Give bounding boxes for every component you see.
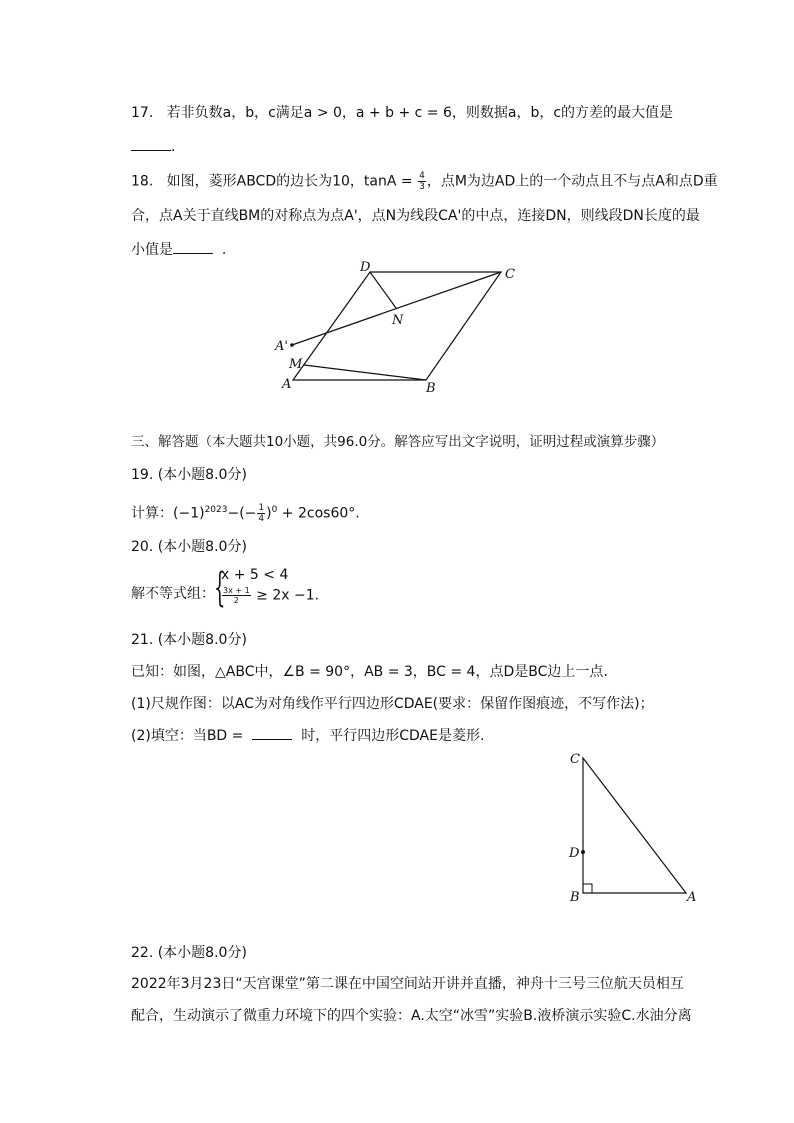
q21-part2-a: (2)填空：当BD = <box>131 728 244 744</box>
q20-ineq1-text: x + 5 < 4 <box>221 567 289 583</box>
q22-line2 <box>131 1006 692 1026</box>
segment-a-prime-c <box>292 272 501 345</box>
q22-line1-text: 2022年3月23日“天宫课堂”第二课在中国空间站开讲并直播，神舟十三号三位航天员相互 <box>131 976 684 992</box>
q17-text: 若非负数a，b，c满足a > 0，a + b + c = 6，则数据a，b，c的方差的最大值是 <box>166 105 674 121</box>
q20-prefix-line <box>131 584 215 604</box>
q17-line <box>131 103 673 123</box>
q17-tail: . <box>171 139 176 155</box>
q18-number: 18. <box>131 173 154 190</box>
q19-prefix: 计算：(−1) <box>131 505 205 522</box>
q20-system-brace: { <box>214 565 226 611</box>
q19-close: ) <box>266 505 272 522</box>
q21-part1 <box>131 694 654 714</box>
point-d <box>581 850 585 854</box>
label-c: C <box>570 752 580 767</box>
q22-header-text: 22. (本小题8.0分) <box>131 945 247 961</box>
q21-triangle-figure <box>560 748 710 908</box>
q17-answer-line <box>131 136 175 157</box>
q20-header <box>131 537 247 557</box>
label-b: B <box>426 381 436 396</box>
q22-header <box>131 943 247 963</box>
q19-header-text: 19. (本小题8.0分) <box>131 467 247 483</box>
q18-tan-num: 4 <box>419 171 425 181</box>
q17-answer-blank[interactable] <box>131 136 171 151</box>
q20-inequality-2 <box>221 586 319 605</box>
q19-mid: −(− <box>227 505 257 522</box>
q21-part2-b: 时，平行四边形CDAE是菱形. <box>301 728 485 744</box>
right-angle-mark <box>583 884 592 893</box>
q18-line2 <box>131 206 700 226</box>
q21-header-text: 21. (本小题8.0分) <box>131 632 247 648</box>
q18-line1 <box>131 171 718 192</box>
q20-header-text: 20. (本小题8.0分) <box>131 539 247 555</box>
q19-suffix: + 2cos60°. <box>277 505 360 522</box>
point-a-prime <box>290 343 294 347</box>
q17-number: 17. <box>131 105 154 121</box>
q20-prefix: 解不等式组： <box>131 586 215 602</box>
label-b: B <box>570 890 580 905</box>
q22-line2-text: 配合，生动演示了微重力环境下的四个实验：A.太空“冰雪”实验B.液桥演示实验C.水油分离 <box>131 1008 692 1024</box>
label-a: A <box>282 377 292 392</box>
q20-frac-num: 3x + 1 <box>223 586 250 595</box>
q18-rhombus-figure <box>270 258 530 398</box>
label-c: C <box>505 267 515 282</box>
q18-text-line3: 小值是 <box>131 242 173 258</box>
segment-dn <box>370 272 396 308</box>
q19-fraction <box>257 503 265 524</box>
q18-tan-fraction <box>418 171 426 192</box>
q19-frac-den: 4 <box>258 514 265 525</box>
q21-given-text: 已知：如图，△ABC中，∠B = 90°，AB = 3，BC = 4，点D是BC边上一点. <box>131 664 608 680</box>
label-a: A <box>687 890 697 905</box>
q19-frac-num: 1 <box>258 503 265 514</box>
q21-part1-text: (1)尺规作图：以AC为对角线作平行四边形CDAE(要求：保留作图痕迹，不写作法)； <box>131 696 654 712</box>
q20-fraction <box>222 586 251 605</box>
q19-header <box>131 465 247 485</box>
q19-exponent: 2023 <box>204 505 228 515</box>
label-n: N <box>392 313 404 328</box>
q19-expression <box>131 500 360 524</box>
section3-heading <box>131 432 664 452</box>
q20-inequality-1 <box>221 566 288 584</box>
label-a-prime: A' <box>275 339 288 354</box>
segment-bm <box>304 365 426 380</box>
label-d: D <box>569 846 580 861</box>
label-d: D <box>360 260 371 275</box>
q21-part2 <box>131 725 484 746</box>
q18-answer-blank[interactable] <box>173 239 213 254</box>
q18-line3 <box>131 239 226 260</box>
q22-line1 <box>131 974 684 994</box>
triangle-abc <box>583 758 686 893</box>
q18-text-a: 如图，菱形ABCD的边长为10，tanA = <box>166 173 413 190</box>
q18-tan-den: 3 <box>419 182 425 192</box>
q18-text-b: ，点M为边AD上的一个动点且不与点A和点D重 <box>426 173 718 190</box>
q21-given <box>131 662 608 682</box>
q20-ineq2-rest: ≥ 2x −1. <box>256 587 320 604</box>
label-m: M <box>289 357 303 372</box>
q19-exponent-zero: 0 <box>271 505 278 515</box>
q21-header <box>131 630 247 650</box>
q18-text-line2: 合，点A关于直线BM的对称点为点A'，点N为线段CA'的中点，连接DN，则线段DN长度的最 <box>131 208 700 224</box>
q21-answer-blank[interactable] <box>252 725 292 740</box>
q20-frac-den: 2 <box>233 596 239 605</box>
q18-tail: . <box>221 242 227 258</box>
section3-heading-text: 三、解答题（本大题共10小题，共96.0分。解答应写出文字说明，证明过程或演算步骤） <box>131 434 665 450</box>
